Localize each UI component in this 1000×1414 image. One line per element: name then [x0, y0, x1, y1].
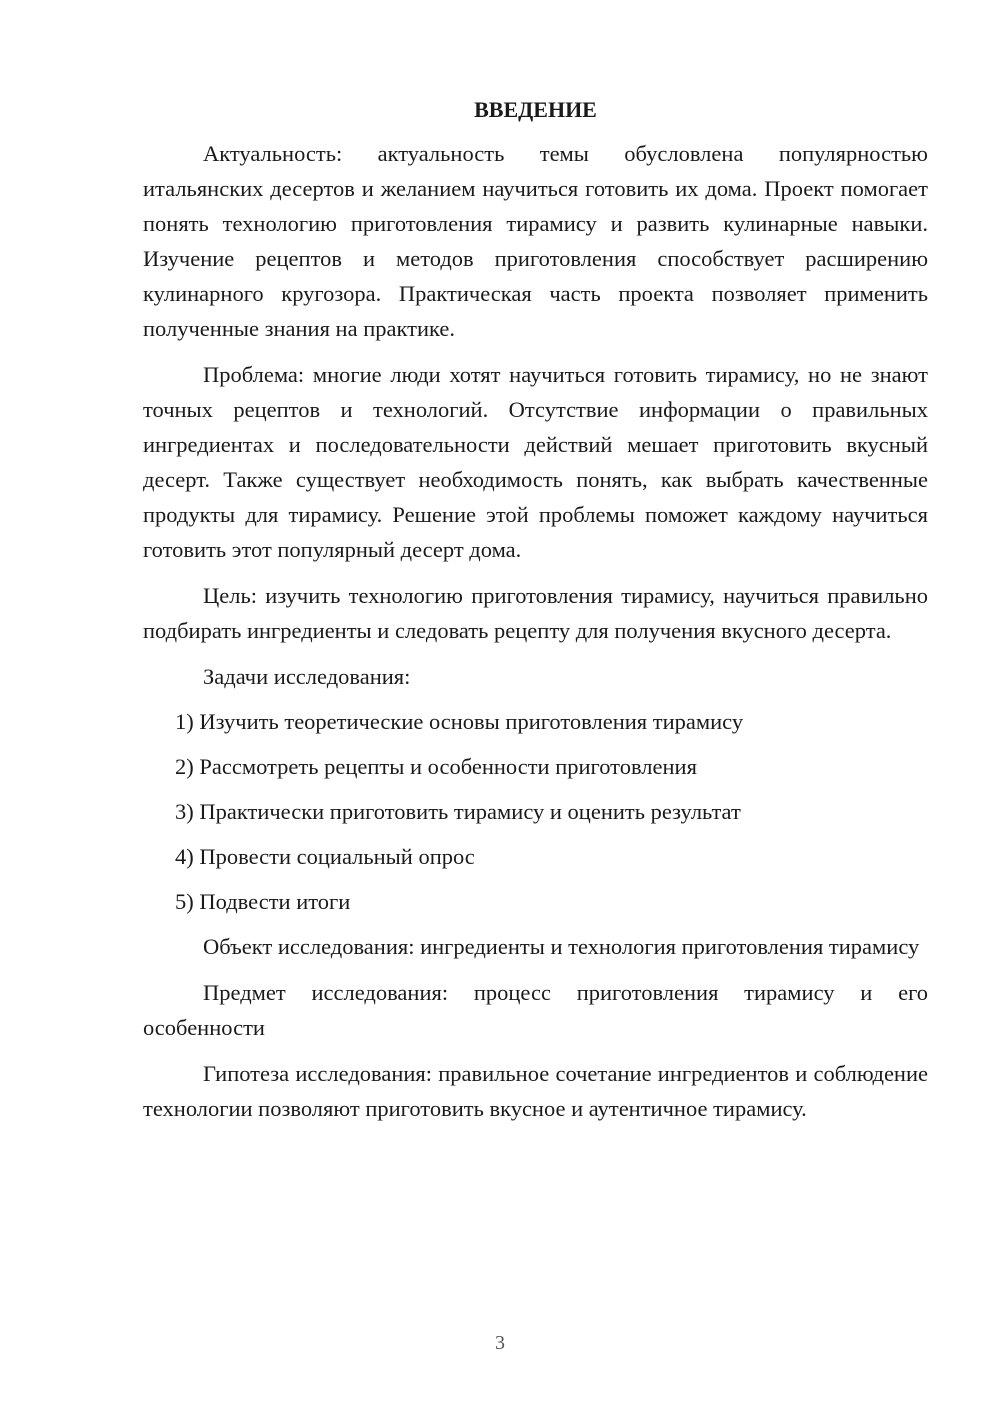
page-title: ВВЕДЕНИЕ: [474, 97, 597, 122]
subject-paragraph: Предмет исследования: процесс приготовления тирамису и его особенности: [143, 980, 928, 1040]
relevance-paragraph: Актуальность: актуальность темы обусловлена популярностью итальянских десертов и желанием научиться готовить их дома. Проект помогает понять технологию приготовления тирамису и развить кулинарные навыки. Изучение рецептов и методов приготовления способствует расширению кулинарного кругозора. Практическая часть проекта позволяет применить полученные знания на практике.: [143, 141, 928, 341]
tasks-heading: Задачи исследования:: [203, 664, 411, 689]
list-item: 5) Подвести итоги: [175, 889, 351, 914]
object-paragraph: Объект исследования: ингредиенты и технология приготовления тирамису: [203, 934, 920, 959]
list-item: 1) Изучить теоретические основы приготовления тирамису: [175, 709, 744, 734]
document-page: [143, 90, 928, 1137]
problem-paragraph: Проблема: многие люди хотят научиться готовить тирамису, но не знают точных рецептов и технологий. Отсутствие информации о правильных ингредиентах и последовательности действий мешает приготовить вкусный десерт. Также существует необходимость понять, как выбрать качественные продукты для тирамису. Решение этой проблемы поможет каждому научиться готовить этот популярный десерт дома.: [143, 362, 928, 562]
page-number: 3: [495, 1332, 505, 1354]
hypothesis-paragraph: Гипотеза исследования: правильное сочетание ингредиентов и соблюдение технологии позволяют приготовить вкусное и аутентичное тирамису.: [143, 1061, 928, 1121]
tasks-list: [143, 704, 928, 919]
list-item: 3) Практически приготовить тирамису и оценить результат: [175, 799, 741, 824]
list-item: 2) Рассмотреть рецепты и особенности приготовления: [175, 754, 697, 779]
goal-paragraph: Цель: изучить технологию приготовления тирамису, научиться правильно подбирать ингредиенты и следовать рецепту для получения вкусного десерта.: [143, 583, 928, 643]
list-item: 4) Провести социальный опрос: [175, 844, 475, 869]
